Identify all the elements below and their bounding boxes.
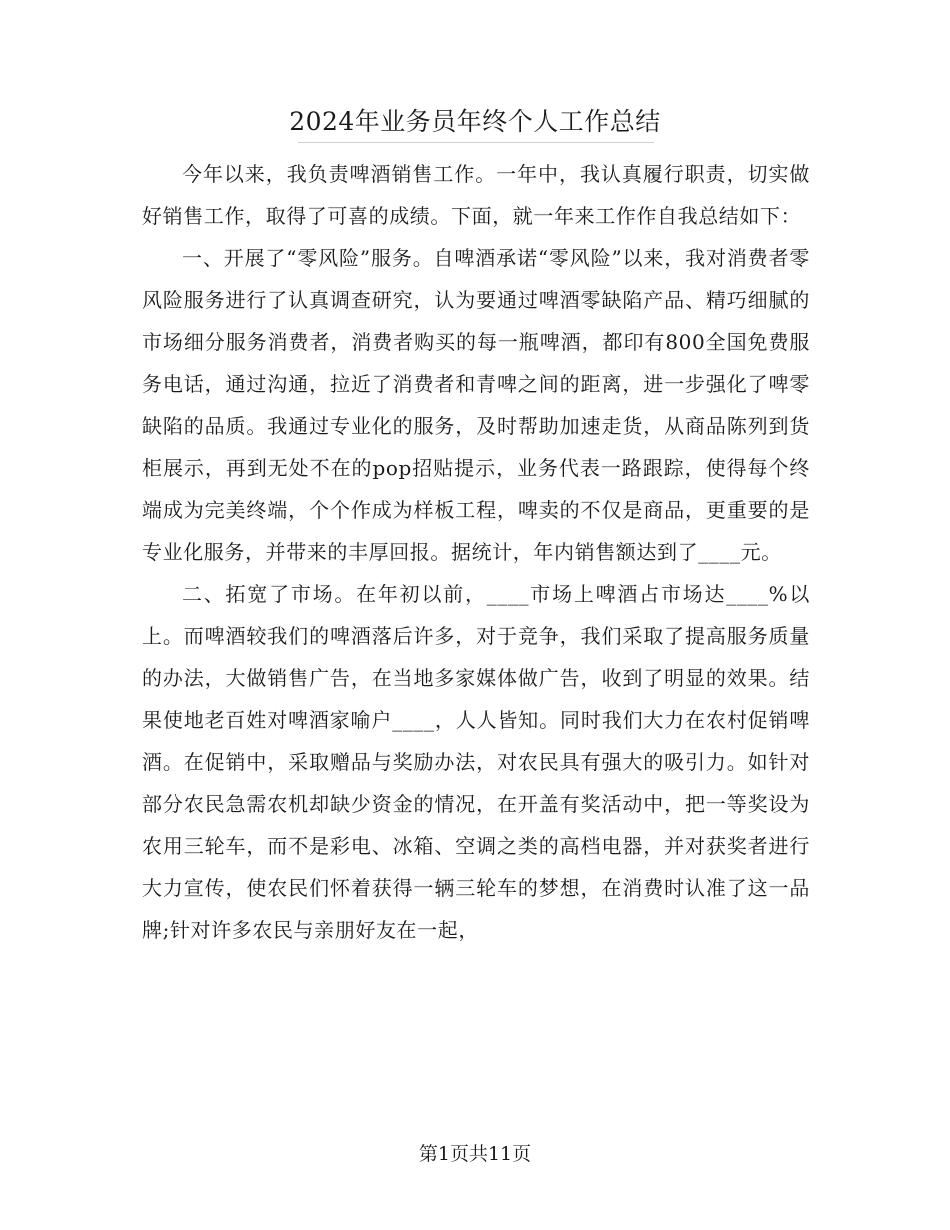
paragraph-market-expansion: 二、拓宽了市场。在年初以前，____市场上啤酒占市场达____%以上。而啤酒较我们的啤酒落后许多，对于竞争，我们采取了提高服务质量的办法，大做销售广告，在当地多家媒体做广告，收到了明显的效果。结果使地老百姓对啤酒家喻户____，人人皆知。同时我们大力在农村促销啤酒。在促销中，采取赠品与奖励办法，对农民具有强大的吸引力。如针对部分农民急需农机却缺少资金的情况，在开盖有奖活动中，把一等奖设为农用三轮车，而不是彩电、冰箱、空调之类的高档电器，并对获奖者进行大力宣传，使农民们怀着获得一辆三轮车的梦想，在消费时认准了这一品牌;针对许多农民与亲朋好友在一起，	[142, 582, 810, 942]
paragraph-intro: 今年以来，我负责啤酒销售工作。一年中，我认真履行职责，切实做好销售工作，取得了可喜的成绩。下面，就一年来工作作自我总结如下：	[142, 162, 810, 228]
document-title: 2024年业务员年终个人工作总结	[289, 107, 661, 136]
document-body	[142, 153, 810, 951]
paragraph-zero-risk-service: 一、开展了“零风险”服务。自啤酒承诺“零风险”以来，我对消费者零风险服务进行了认真调查研究，认为要通过啤酒零缺陷产品、精巧细腻的市场细分服务消费者，消费者购买的每一瓶啤酒，都印有800全国免费服务电话，通过沟通，拉近了消费者和青啤之间的距离，进一步强化了啤零缺陷的品质。我通过专业化的服务，及时帮助加速走货，从商品陈列到货柜展示，再到无处不在的pop招贴提示，业务代表一路跟踪，使得每个终端成为完美终端，个个作成为样板工程，啤卖的不仅是商品，更重要的是专业化服务，并带来的丰厚回报。据统计，年内销售额达到了____元。	[142, 246, 810, 564]
title-underline	[298, 142, 654, 143]
page-number-footer: 第1页共11页	[418, 1143, 532, 1165]
